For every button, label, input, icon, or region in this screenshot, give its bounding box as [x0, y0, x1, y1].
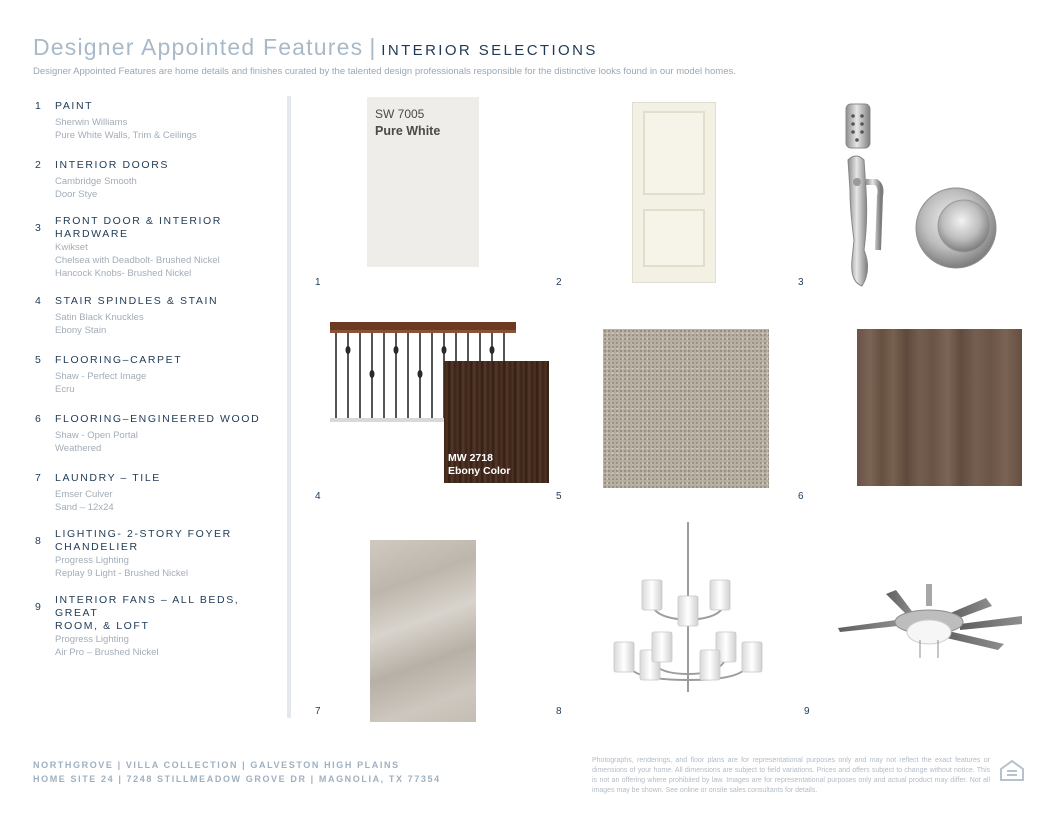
selection-number: 2 [35, 159, 41, 171]
laundry-tile-image [370, 540, 476, 722]
selection-item-laundry [35, 472, 280, 514]
title-separator: | [369, 34, 376, 60]
grid-label-9: 9 [804, 706, 810, 717]
selection-detail: Replay 9 Light - Brushed Nickel [55, 568, 189, 579]
selection-detail: Pure White Walls, Trim & Ceilings [55, 130, 197, 141]
selection-detail: Door Stye [55, 189, 98, 200]
chandelier-image [610, 522, 766, 700]
paint-swatch-name: Pure White [375, 124, 441, 138]
selection-heading: FLOORING–CARPET [55, 354, 183, 366]
grid-label-4: 4 [315, 491, 321, 502]
vertical-divider [287, 96, 291, 718]
selection-detail: Emser Culver [55, 489, 113, 500]
selection-detail: Ecru [55, 384, 75, 395]
ebony-stain-swatch [444, 361, 549, 483]
selection-detail: Satin Black Knuckles [55, 312, 144, 323]
selection-number: 7 [35, 472, 41, 484]
grid-label-8: 8 [556, 706, 562, 717]
selection-item-lighting [35, 528, 280, 580]
grid-label-6: 6 [798, 491, 804, 502]
engineered-wood-swatch-image [857, 329, 1022, 486]
selection-heading: FLOORING–ENGINEERED WOOD [55, 413, 261, 425]
stain-swatch-name: Ebony Color [448, 465, 511, 477]
selection-detail: Hancock Knobs- Brushed Nickel [55, 268, 192, 279]
title-main: Designer Appointed Features [33, 34, 364, 60]
selection-detail: Sherwin Williams [55, 117, 128, 128]
selection-item-paint [35, 100, 280, 142]
selection-detail: Progress Lighting [55, 634, 129, 645]
selection-detail: Progress Lighting [55, 555, 129, 566]
door-hardware-image [836, 100, 1006, 290]
selection-heading: LIGHTING- 2-STORY FOYER [55, 528, 232, 540]
selection-detail: Shaw - Open Portal [55, 430, 138, 441]
footer-community: NORTHGROVE | VILLA COLLECTION | GALVESTON HIGH PLAINS [33, 760, 400, 770]
selection-heading: ROOM, & LOFT [55, 620, 150, 632]
selection-item-hardware [35, 215, 280, 280]
selection-item-wood [35, 413, 280, 455]
selection-heading: FRONT DOOR & INTERIOR [55, 215, 222, 227]
page-title [33, 34, 598, 61]
selection-heading: PAINT [55, 100, 94, 112]
page-subtitle: Designer Appointed Features are home details and finishes curated by the talented design professionals responsible for the distinctive looks found in our model homes. [33, 66, 736, 77]
selection-heading: CHANDELIER [55, 541, 139, 553]
selection-item-interior-doors [35, 159, 280, 201]
selection-number: 5 [35, 354, 41, 366]
footer-address: HOME SITE 24 | 7248 STILLMEADOW GROVE DR | MAGNOLIA, TX 77354 [33, 774, 441, 784]
ceiling-fan-image [836, 584, 1024, 664]
selection-heading: STAIR SPINDLES & STAIN [55, 295, 219, 307]
selection-item-fans [35, 594, 280, 659]
interior-door-image [632, 102, 716, 283]
grid-label-5: 5 [556, 491, 562, 502]
selection-number: 8 [35, 535, 41, 547]
grid-label-2: 2 [556, 277, 562, 288]
footer-disclaimer: Photographs, renderings, and floor plans are for representational purposes only and may not reflect the exact features or dimensions of your home. All dimensions are subject to field variations. Prices and offers subject to change without notice. This is not an offering where prohibited by law. Images are for representational purposes only and actual product may differ. Not all images may be shown. See online or onsite sales consultants for details. [592, 757, 990, 794]
selection-detail: Chelsea with Deadbolt- Brushed Nickel [55, 255, 220, 266]
selection-heading: HARDWARE [55, 228, 129, 240]
title-sub: INTERIOR SELECTIONS [381, 42, 598, 59]
door-panel-upper [643, 111, 705, 195]
selection-detail: Air Pro – Brushed Nickel [55, 647, 159, 658]
door-panel-lower [643, 209, 705, 267]
selection-detail: Ebony Stain [55, 325, 107, 336]
selection-number: 6 [35, 413, 41, 425]
selection-heading: INTERIOR FANS – ALL BEDS, GREAT [55, 594, 240, 619]
selection-item-stair [35, 295, 280, 337]
grid-label-1: 1 [315, 277, 321, 288]
equal-housing-opportunity-icon [999, 758, 1025, 784]
selection-detail: Sand – 12x24 [55, 502, 114, 513]
selection-detail: Cambridge Smooth [55, 176, 137, 187]
selection-number: 3 [35, 222, 41, 234]
grid-label-3: 3 [798, 277, 804, 288]
paint-swatch-image [367, 97, 479, 267]
carpet-swatch-image [603, 329, 769, 488]
grid-label-7: 7 [315, 706, 321, 717]
stain-swatch-code: MW 2718 [448, 452, 493, 464]
selection-number: 9 [35, 601, 41, 613]
selection-number: 1 [35, 100, 41, 112]
selection-item-carpet [35, 354, 280, 396]
selection-heading: INTERIOR DOORS [55, 159, 169, 171]
selection-number: 4 [35, 295, 41, 307]
selection-heading: LAUNDRY – TILE [55, 472, 161, 484]
selection-detail: Kwikset [55, 242, 88, 253]
selection-detail: Weathered [55, 443, 102, 454]
selection-detail: Shaw - Perfect Image [55, 371, 147, 382]
paint-swatch-code: SW 7005 [375, 107, 425, 121]
